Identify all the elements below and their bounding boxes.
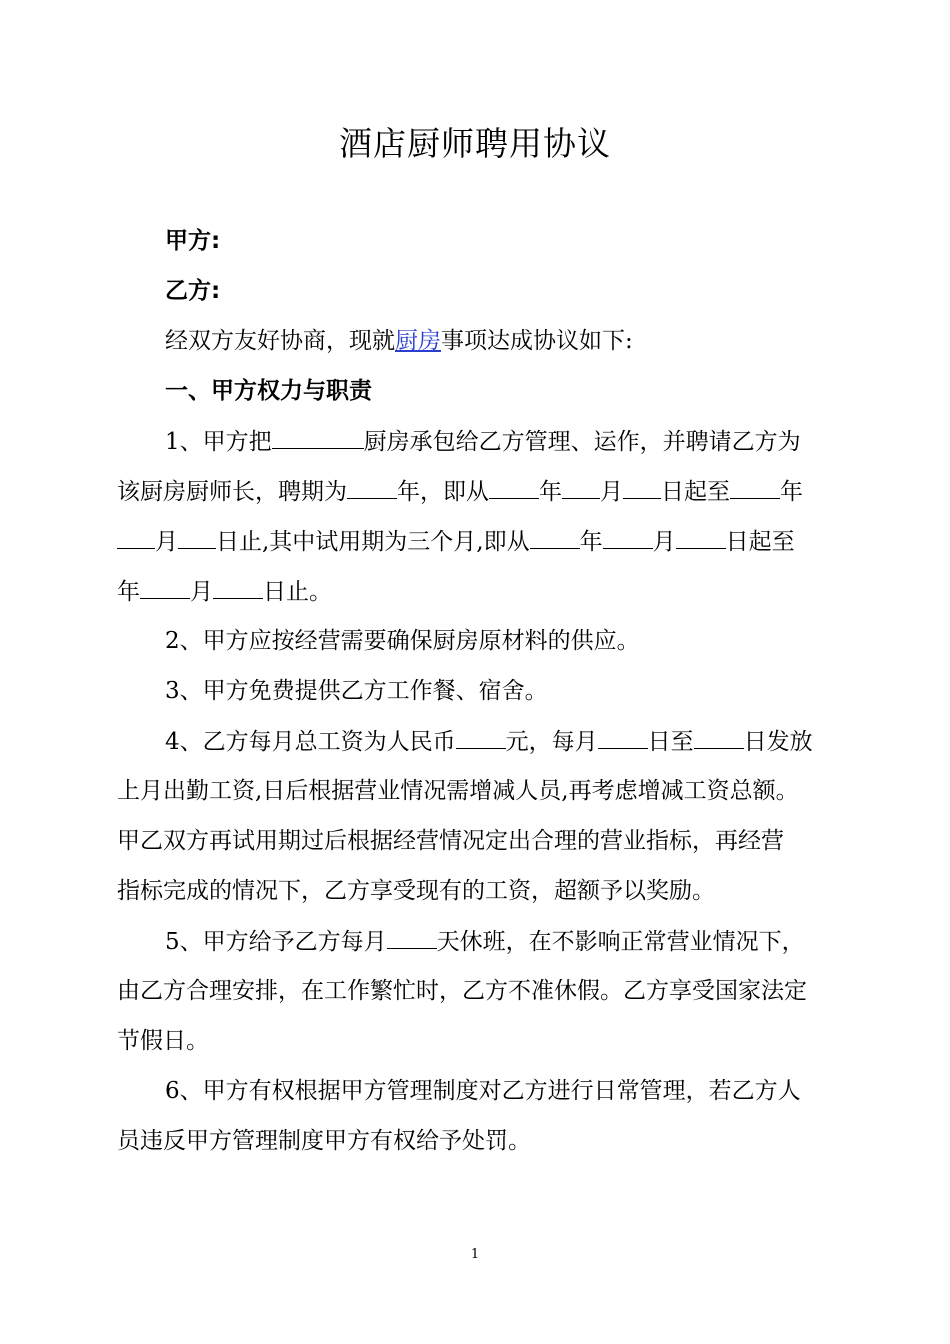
clause-text: 日至 xyxy=(647,729,694,755)
blank-field[interactable] xyxy=(603,526,653,549)
clause-text: 月 xyxy=(600,479,623,505)
blank-field[interactable] xyxy=(489,476,539,499)
clause-text: 4、乙方每月总工资为人民币 xyxy=(165,729,456,755)
clause-text: 月 xyxy=(155,529,178,555)
clause-text: 月 xyxy=(190,579,213,605)
clause-1-line-3 xyxy=(117,526,795,557)
clause-4-line-3: 甲乙双方再试用期过后根据经营情况定出合理的营业指标，再经营 xyxy=(117,828,784,854)
clause-5-line-1 xyxy=(165,926,805,957)
clause-6-line-1: 6、甲方有权根据甲方管理制度对乙方进行日常管理，若乙方人 xyxy=(165,1078,801,1104)
document-title: 酒店厨师聘用协议 xyxy=(339,124,611,163)
clause-text: 日止。 xyxy=(263,579,332,605)
blank-field[interactable] xyxy=(178,526,216,549)
clause-text: 年 xyxy=(117,579,140,605)
clause-4-line-1 xyxy=(165,726,813,757)
clause-5-line-2: 由乙方合理安排，在工作繁忙时，乙方不准休假。乙方享受国家法定 xyxy=(117,978,807,1004)
blank-field[interactable] xyxy=(117,526,155,549)
section-1-heading: 一、甲方权力与职责 xyxy=(165,378,372,404)
clause-text: 日止,其中试用期为三个月,即从 xyxy=(216,529,530,555)
clause-1-line-1 xyxy=(165,426,801,457)
clause-text: 年 xyxy=(579,529,603,555)
clause-text: 该厨房厨师长，聘期为 xyxy=(117,479,347,505)
clause-4-line-2: 上月出勤工资,日后根据营业情况需增减人员,再考虑增减工资总额。 xyxy=(117,778,799,804)
blank-field[interactable] xyxy=(213,576,263,599)
clause-5-line-3: 节假日。 xyxy=(117,1028,209,1054)
intro-text-after: 事项达成协议如下: xyxy=(441,328,633,354)
clause-text: 日起至 xyxy=(661,479,730,505)
clause-text: 月 xyxy=(652,529,676,555)
clause-3: 3、甲方免费提供乙方工作餐、宿舍。 xyxy=(165,678,548,704)
clause-text: 年 xyxy=(780,479,803,505)
clause-text: 5、甲方给予乙方每月 xyxy=(165,929,387,955)
blank-field[interactable] xyxy=(623,476,661,499)
clause-text: 日起至 xyxy=(725,529,795,555)
blank-field[interactable] xyxy=(676,526,726,549)
kitchen-link[interactable]: 厨房 xyxy=(395,328,441,354)
page-number: 1 xyxy=(470,1247,480,1262)
blank-field[interactable] xyxy=(347,476,397,499)
intro-text-before: 经双方友好协商，现就 xyxy=(165,328,395,354)
blank-field[interactable] xyxy=(456,726,506,749)
clause-text: 元，每月 xyxy=(505,729,598,755)
clause-text: 年，即从 xyxy=(397,479,489,505)
blank-field[interactable] xyxy=(140,576,190,599)
blank-field[interactable] xyxy=(272,426,364,449)
clause-text: 日发放 xyxy=(743,729,813,755)
clause-text: 天休班，在不影响正常营业情况下， xyxy=(436,929,805,955)
intro-paragraph xyxy=(165,326,633,356)
clause-6-line-2: 员违反甲方管理制度甲方有权给予处罚。 xyxy=(117,1128,531,1154)
clause-1-line-4 xyxy=(117,576,332,607)
clause-4-line-4: 指标完成的情况下，乙方享受现有的工资，超额予以奖励。 xyxy=(117,878,715,904)
blank-field[interactable] xyxy=(387,926,437,949)
clause-text: 1、甲方把 xyxy=(165,429,272,455)
blank-field[interactable] xyxy=(694,726,744,749)
clause-1-line-2 xyxy=(117,476,803,507)
clause-2: 2、甲方应按经营需要确保厨房原材料的供应。 xyxy=(165,628,640,654)
party-b-label: 乙方: xyxy=(165,278,221,304)
blank-field[interactable] xyxy=(730,476,780,499)
party-a-label: 甲方: xyxy=(165,228,221,254)
blank-field[interactable] xyxy=(562,476,600,499)
clause-text: 厨房承包给乙方管理、运作，并聘请乙方为 xyxy=(363,429,801,455)
blank-field[interactable] xyxy=(530,526,580,549)
blank-field[interactable] xyxy=(598,726,648,749)
clause-text: 年 xyxy=(539,479,562,505)
